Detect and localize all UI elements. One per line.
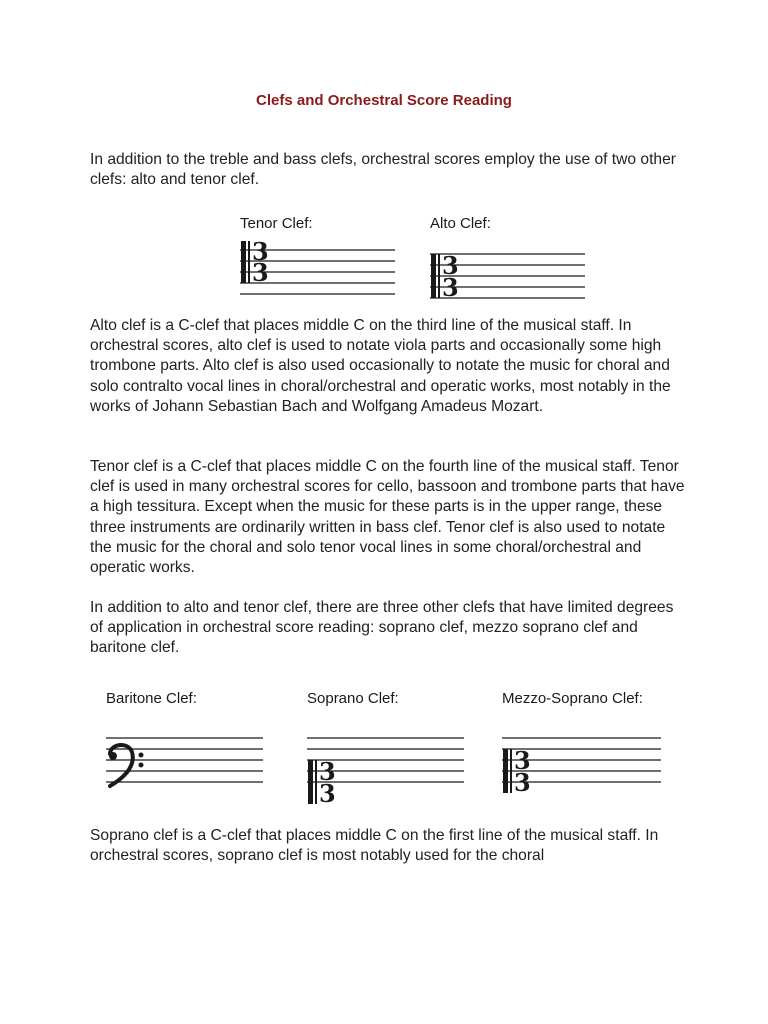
alto-clef-label: Alto Clef:: [430, 215, 491, 232]
mezzo-soprano-clef-label: Mezzo-Soprano Clef:: [502, 690, 643, 707]
svg-text:3: 3: [252, 258, 269, 287]
tenor-clef-label: Tenor Clef:: [240, 215, 313, 232]
paragraph-alto-clef: Alto clef is a C-clef that places middle C on the third line of the musical staff. In orchestral scores, alto clef is used to notate viola parts and occasionally some high trombone parts. Alto clef is also used occasionally to notate the music for choral and solo contralto vocal lines in choral/orchestral and operatic works, most notably in the works of Johann Sebastian Bach and Wolfgang Amadeus Mozart.: [90, 317, 671, 415]
c-clef-icon: [308, 757, 336, 808]
svg-text:3: 3: [252, 237, 269, 266]
svg-text:3: 3: [514, 768, 531, 797]
clef-figure-tenor-alto: [230, 208, 600, 308]
clef-figure-baritone-soprano-mezzo: [96, 680, 676, 810]
baritone-clef-staff: [106, 738, 263, 782]
baritone-clef-example: [106, 690, 263, 786]
bass-clef-icon: [109, 745, 144, 786]
paragraph-tenor-clef: Tenor clef is a C-clef that places middle C on the fourth line of the musical staff. Tenor clef is used in many orchestral scores for cello, bassoon and trombone parts that have a high tessitura. Except when the music for these parts is in the upper range, these three instruments are ordinarily written in bass clef. Tenor clef is also used to notate the music for the choral and solo tenor vocal lines in some choral/orchestral and operatic works.: [90, 458, 685, 577]
paragraph-soprano-clef: Soprano clef is a C-clef that places middle C on the first line of the musical staff. In orchestral scores, soprano clef is most notably used for the choral: [90, 827, 659, 865]
svg-text:3: 3: [514, 746, 531, 775]
soprano-clef-label: Soprano Clef:: [307, 690, 399, 707]
baritone-clef-label: Baritone Clef:: [106, 690, 197, 707]
c-clef-icon: [503, 746, 531, 797]
soprano-clef-example: [307, 690, 464, 808]
mezzo-soprano-clef-example: [502, 690, 661, 797]
alto-clef-example: [430, 215, 585, 302]
svg-text:3: 3: [442, 273, 459, 302]
tenor-clef-example: [240, 215, 395, 294]
page-title: Clefs and Orchestral Score Reading: [256, 92, 512, 109]
paragraph-intro: In addition to the treble and bass clefs, orchestral scores employ the use of two other clefs: alto and tenor clef.: [90, 151, 676, 189]
svg-text:3: 3: [319, 757, 336, 786]
c-clef-icon: [431, 251, 459, 302]
paragraph-other-clefs: In addition to alto and tenor clef, there are three other clefs that have limited degrees of application in orchestral score reading: soprano clef, mezzo soprano clef and baritone clef.: [90, 599, 674, 657]
c-clef-icon: [241, 237, 269, 287]
svg-text:3: 3: [319, 779, 336, 808]
svg-text:3: 3: [442, 251, 459, 280]
